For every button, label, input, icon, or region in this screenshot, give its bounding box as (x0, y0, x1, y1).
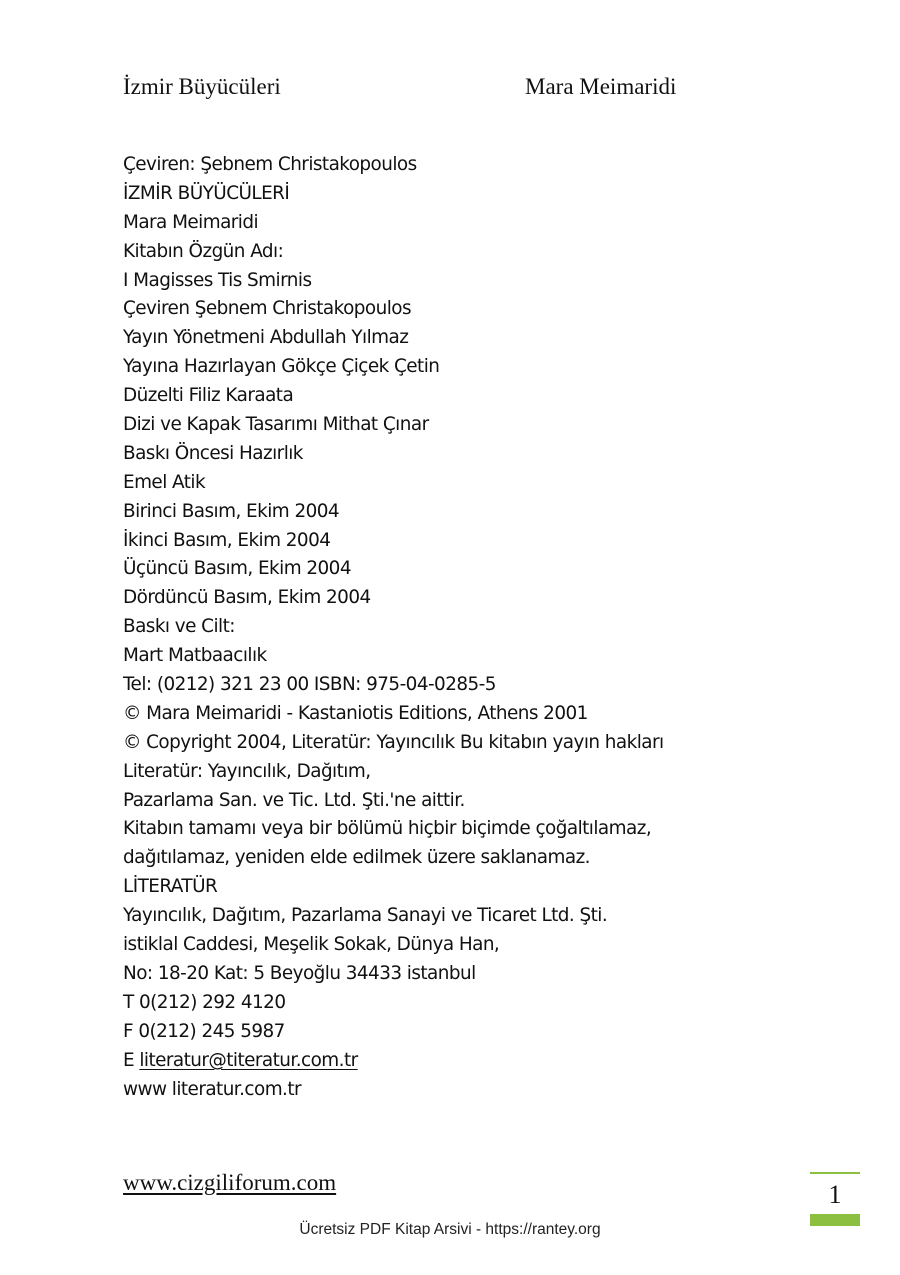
colophon-line: Yayıncılık, Dağıtım, Pazarlama Sanayi ve Ticaret Ltd. Şti. (123, 905, 608, 927)
colophon-line: © Mara Meimaridi - Kastaniotis Editions, Athens 2001 (123, 702, 588, 724)
website-line: www literatur.com.tr (123, 1078, 302, 1100)
page-number-box (810, 1172, 860, 1226)
colophon-line: Üçüncü Basım, Ekim 2004 (123, 558, 351, 580)
colophon-line: F 0(212) 245 5987 (123, 1020, 285, 1042)
colophon-line: Yayına Hazırlayan Gökçe Çiçek Çetin (123, 356, 440, 378)
colophon-line: İkinci Basım, Ekim 2004 (123, 529, 331, 551)
header-book-title: İzmir Büyücüleri (123, 74, 281, 99)
email-line (123, 1047, 763, 1076)
colophon-line: Yayın Yönetmeni Abdullah Yılmaz (123, 327, 409, 349)
email-link[interactable]: literatur@titeratur.com.tr (139, 1049, 358, 1071)
colophon-line: Baskı Öncesi Hazırlık (123, 442, 303, 464)
colophon-line: Literatür: Yayıncılık, Dağıtım, (123, 760, 371, 782)
email-prefix: E (123, 1049, 135, 1071)
colophon-line: Çeviren: Şebnem Christakopoulos (123, 154, 417, 175)
colophon-line: Kitabın tamamı veya bir bölümü hiçbir biçimde çoğaltılamaz, (123, 818, 652, 840)
colophon-line: Birinci Basım, Ekim 2004 (123, 500, 340, 522)
colophon-line: I Magisses Tis Smirnis (123, 269, 312, 291)
colophon-line: istiklal Caddesi, Meşelik Sokak, Dünya Han, (123, 934, 500, 956)
colophon-line: LİTERATÜR (123, 876, 218, 898)
colophon-line: Emel Atik (123, 471, 206, 493)
colophon (123, 151, 763, 1104)
archive-note: Ücretsiz PDF Kitap Arsivi - https://rantey.org (299, 1221, 601, 1238)
colophon-line: Pazarlama San. ve Tic. Ltd. Şti.'ne aittir. (123, 789, 465, 811)
colophon-line: Baskı ve Cilt: (123, 616, 235, 638)
colophon-line: Mara Meimaridi (123, 211, 259, 233)
colophon-line: İZMİR BÜYÜCÜLERİ (123, 182, 290, 204)
colophon-line: No: 18-20 Kat: 5 Beyoğlu 34433 istanbul (123, 962, 476, 984)
colophon-line: Mart Matbaacılık (123, 645, 267, 667)
page-number: 1 (828, 1180, 842, 1209)
colophon-line: Kitabın Özgün Adı: (123, 240, 284, 262)
colophon-line: Dördüncü Basım, Ekim 2004 (123, 587, 371, 609)
header-author: Mara Meimaridi (525, 74, 677, 99)
colophon-line: © Copyright 2004, Literatür: Yayıncılık Bu kitabın yayın hakları (123, 731, 664, 753)
colophon-line: T 0(212) 292 4120 (123, 991, 286, 1013)
colophon-line: Çeviren Şebnem Christakopoulos (123, 298, 412, 320)
page-number-top-rule (810, 1172, 860, 1174)
colophon-line: dağıtılamaz, yeniden elde edilmek üzere saklanamaz. (123, 847, 590, 869)
colophon-line: Düzelti Filiz Karaata (123, 385, 294, 407)
colophon-line: Tel: (0212) 321 23 00 ISBN: 975-04-0285-5 (123, 674, 496, 696)
colophon-line: Dizi ve Kapak Tasarımı Mithat Çınar (123, 414, 429, 436)
forum-link[interactable]: www.cizgiliforum.com (123, 1170, 337, 1195)
